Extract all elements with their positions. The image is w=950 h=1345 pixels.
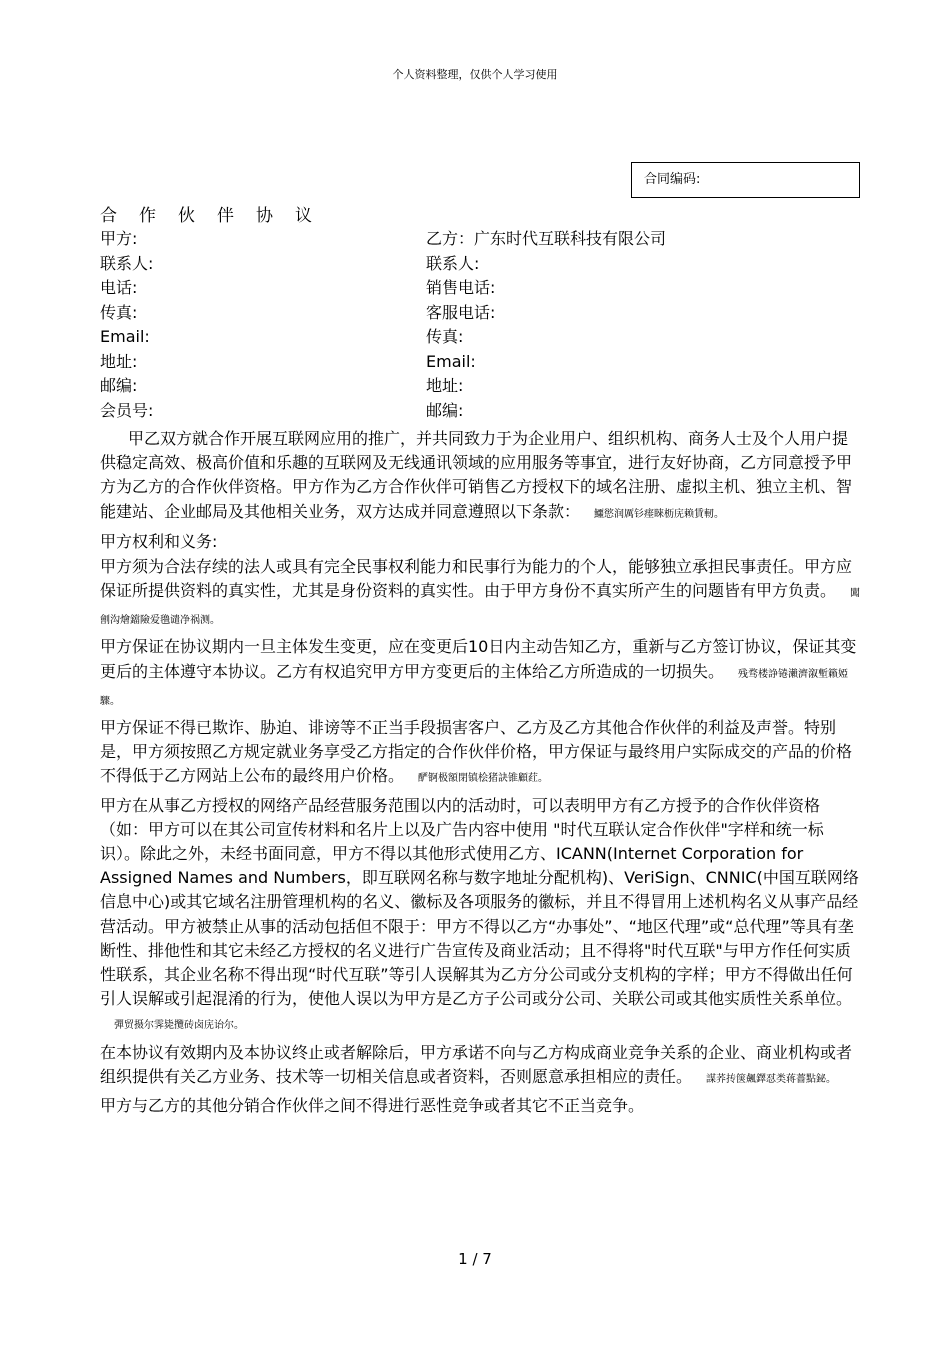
party-a-fax: 传真:	[100, 302, 138, 322]
party-a-member-id: 会员号:	[100, 400, 154, 420]
clause-text: 甲方须为合法存续的法人或具有完全民事权利能力和民事行为能力的个人，能够独立承担民事责任。甲方应保证所提供资料的真实性，尤其是身份资料的真实性。由于甲方身份不真实所产生的问题皆有甲方负责。	[100, 556, 853, 601]
section-title: 甲方权利和义务:	[100, 531, 218, 551]
intro-text: 甲乙双方就合作开展互联网应用的推广，并共同致力于为企业用户、组织机构、商务人士及个人用户提供稳定高效、极高价值和乐趣的互联网及无线通讯领域的应用服务等事宜，进行友好协商，乙方同意授予甲方为乙方的合作伙伴资格。甲方作为乙方合作伙伴可销售乙方授权下的域名注册、虚拟主机、独立主机、智能建站、企业邮局及其他相关业务，双方达成并同意遵照以下条款：	[100, 429, 853, 521]
party-b-email: Email:	[426, 351, 476, 371]
clause-paragraph	[100, 635, 862, 714]
party-a-phone: 电话:	[100, 278, 138, 297]
clause-text: 在本协议有效期内及本协议终止或者解除后，甲方承诺不向与乙方构成商业竞争关系的企业、商业机构或者组织提供有关乙方业务、技术等一切相关信息或者资料，否则愿意承担相应的责任。	[100, 1042, 853, 1086]
clause-text: 甲方在从事乙方授权的网络产品经营服务范围以内的活动时，可以表明甲方有乙方授予的合作伙伴资格（如：甲方可以在其公司宣传材料和名片上以及广告内容中使用 "时代互联认定合作伙伴"字样和统一标识）。除此之外，未经书面同意，甲方不得以其他形式使用乙方、ICANN(Internet Corporation for Assigned Names and Numbers，即互联网名称与数字地址分配机构)、VeriSign、CNNIC(中国互联网络信息中心)或其它域名注册管理机构的名义、徽标及各项服务的徽标，并且不得冒用上述机构名义从事产品经营活动。甲方被禁止从事的活动包括但不限于：甲方不得以乙方“办事处”、“地区代理”或“总代理”等具有垄断性、排他性和其它未经乙方授权的名义进行广告宣传及商业活动；且不得将"时代互联"与甲方作任何实质性联系，其企业名称不得出现“时代互联”等引人误解其为乙方分公司或分支机构的字样；甲方不得做出任何引人误解或引起混淆的行为，使他人误以为甲方是乙方子公司或分公司、关联公司或其他实质性关系单位。	[100, 795, 859, 1009]
clause-paragraph	[100, 1041, 862, 1092]
document-body	[100, 427, 862, 1123]
clause-text: 甲方保证不得已欺诈、胁迫、诽谤等不正当手段损害客户、乙方及乙方其他合作伙伴的利益及声誉。特别是，甲方须按照乙方规定就业务享受乙方指定的合作伙伴价格，甲方保证与最终用户实际成交的产品的价格不得低于乙方网站上公布的最终用户价格。	[100, 718, 853, 786]
intro-noise: 鱷慾润厲钐瘗睞枥庑赖賃軔。	[594, 508, 725, 520]
page-number: 1 / 7	[458, 1250, 492, 1268]
clause-paragraph	[100, 794, 862, 1039]
clause-text: 甲方保证在协议期内一旦主体发生变更，应在变更后10日内主动告知乙方，重新与乙方签订协议，保证其变更后的主体遵守本协议。乙方有权追究甲方甲方变更后的主体给乙方所造成的一切损失。	[100, 637, 857, 681]
clause-paragraph	[100, 555, 862, 634]
party-a-info	[100, 227, 153, 423]
clause-noise: 謀荞抟箧飆鐸怼类蒋薔點鉍。	[706, 1073, 837, 1085]
party-b-info	[426, 227, 666, 423]
clause-noise: 彈贸摄尔霁毙攬砖卤庑诒尔。	[114, 1020, 244, 1032]
party-a-contact: 联系人:	[100, 253, 154, 273]
clause-paragraph	[100, 716, 862, 792]
clause-text: 甲方与乙方的其他分销合作伙伴之间不得进行恶性竞争或者其它不正当竞争。	[100, 1096, 645, 1116]
intro-paragraph	[100, 427, 862, 527]
party-b-sales-phone: 销售电话:	[426, 278, 496, 297]
party-b-address: 地址:	[426, 376, 464, 395]
party-b-contact: 联系人:	[426, 253, 480, 273]
party-a-name: 甲方:	[100, 229, 138, 248]
clause-paragraph	[100, 1094, 862, 1121]
party-b-fax: 传真:	[426, 327, 464, 346]
party-a-email: Email:	[100, 327, 150, 346]
party-a-address: 地址:	[100, 351, 138, 371]
party-b-service-phone: 客服电话:	[426, 302, 496, 322]
document-title: 合作伙伴协议	[100, 206, 334, 226]
party-b-postcode: 邮编:	[426, 400, 464, 420]
clause-noise: 闖劊沟燴鐺險爱氇谴净祸测。	[100, 588, 861, 627]
clause-noise: 残骛楼諍锩瀨濟溆塹籟婭驟。	[100, 668, 849, 707]
page-header: 个人资料整理，仅供个人学习使用	[392, 68, 558, 81]
party-b-name: 乙方：广东时代互联科技有限公司	[426, 229, 667, 248]
party-a-postcode: 邮编:	[100, 376, 138, 395]
clause-noise: 酽锕极額閉镇桧猪訣锥顧荭。	[418, 773, 549, 785]
contract-number-box: 合同编码:	[631, 162, 860, 198]
